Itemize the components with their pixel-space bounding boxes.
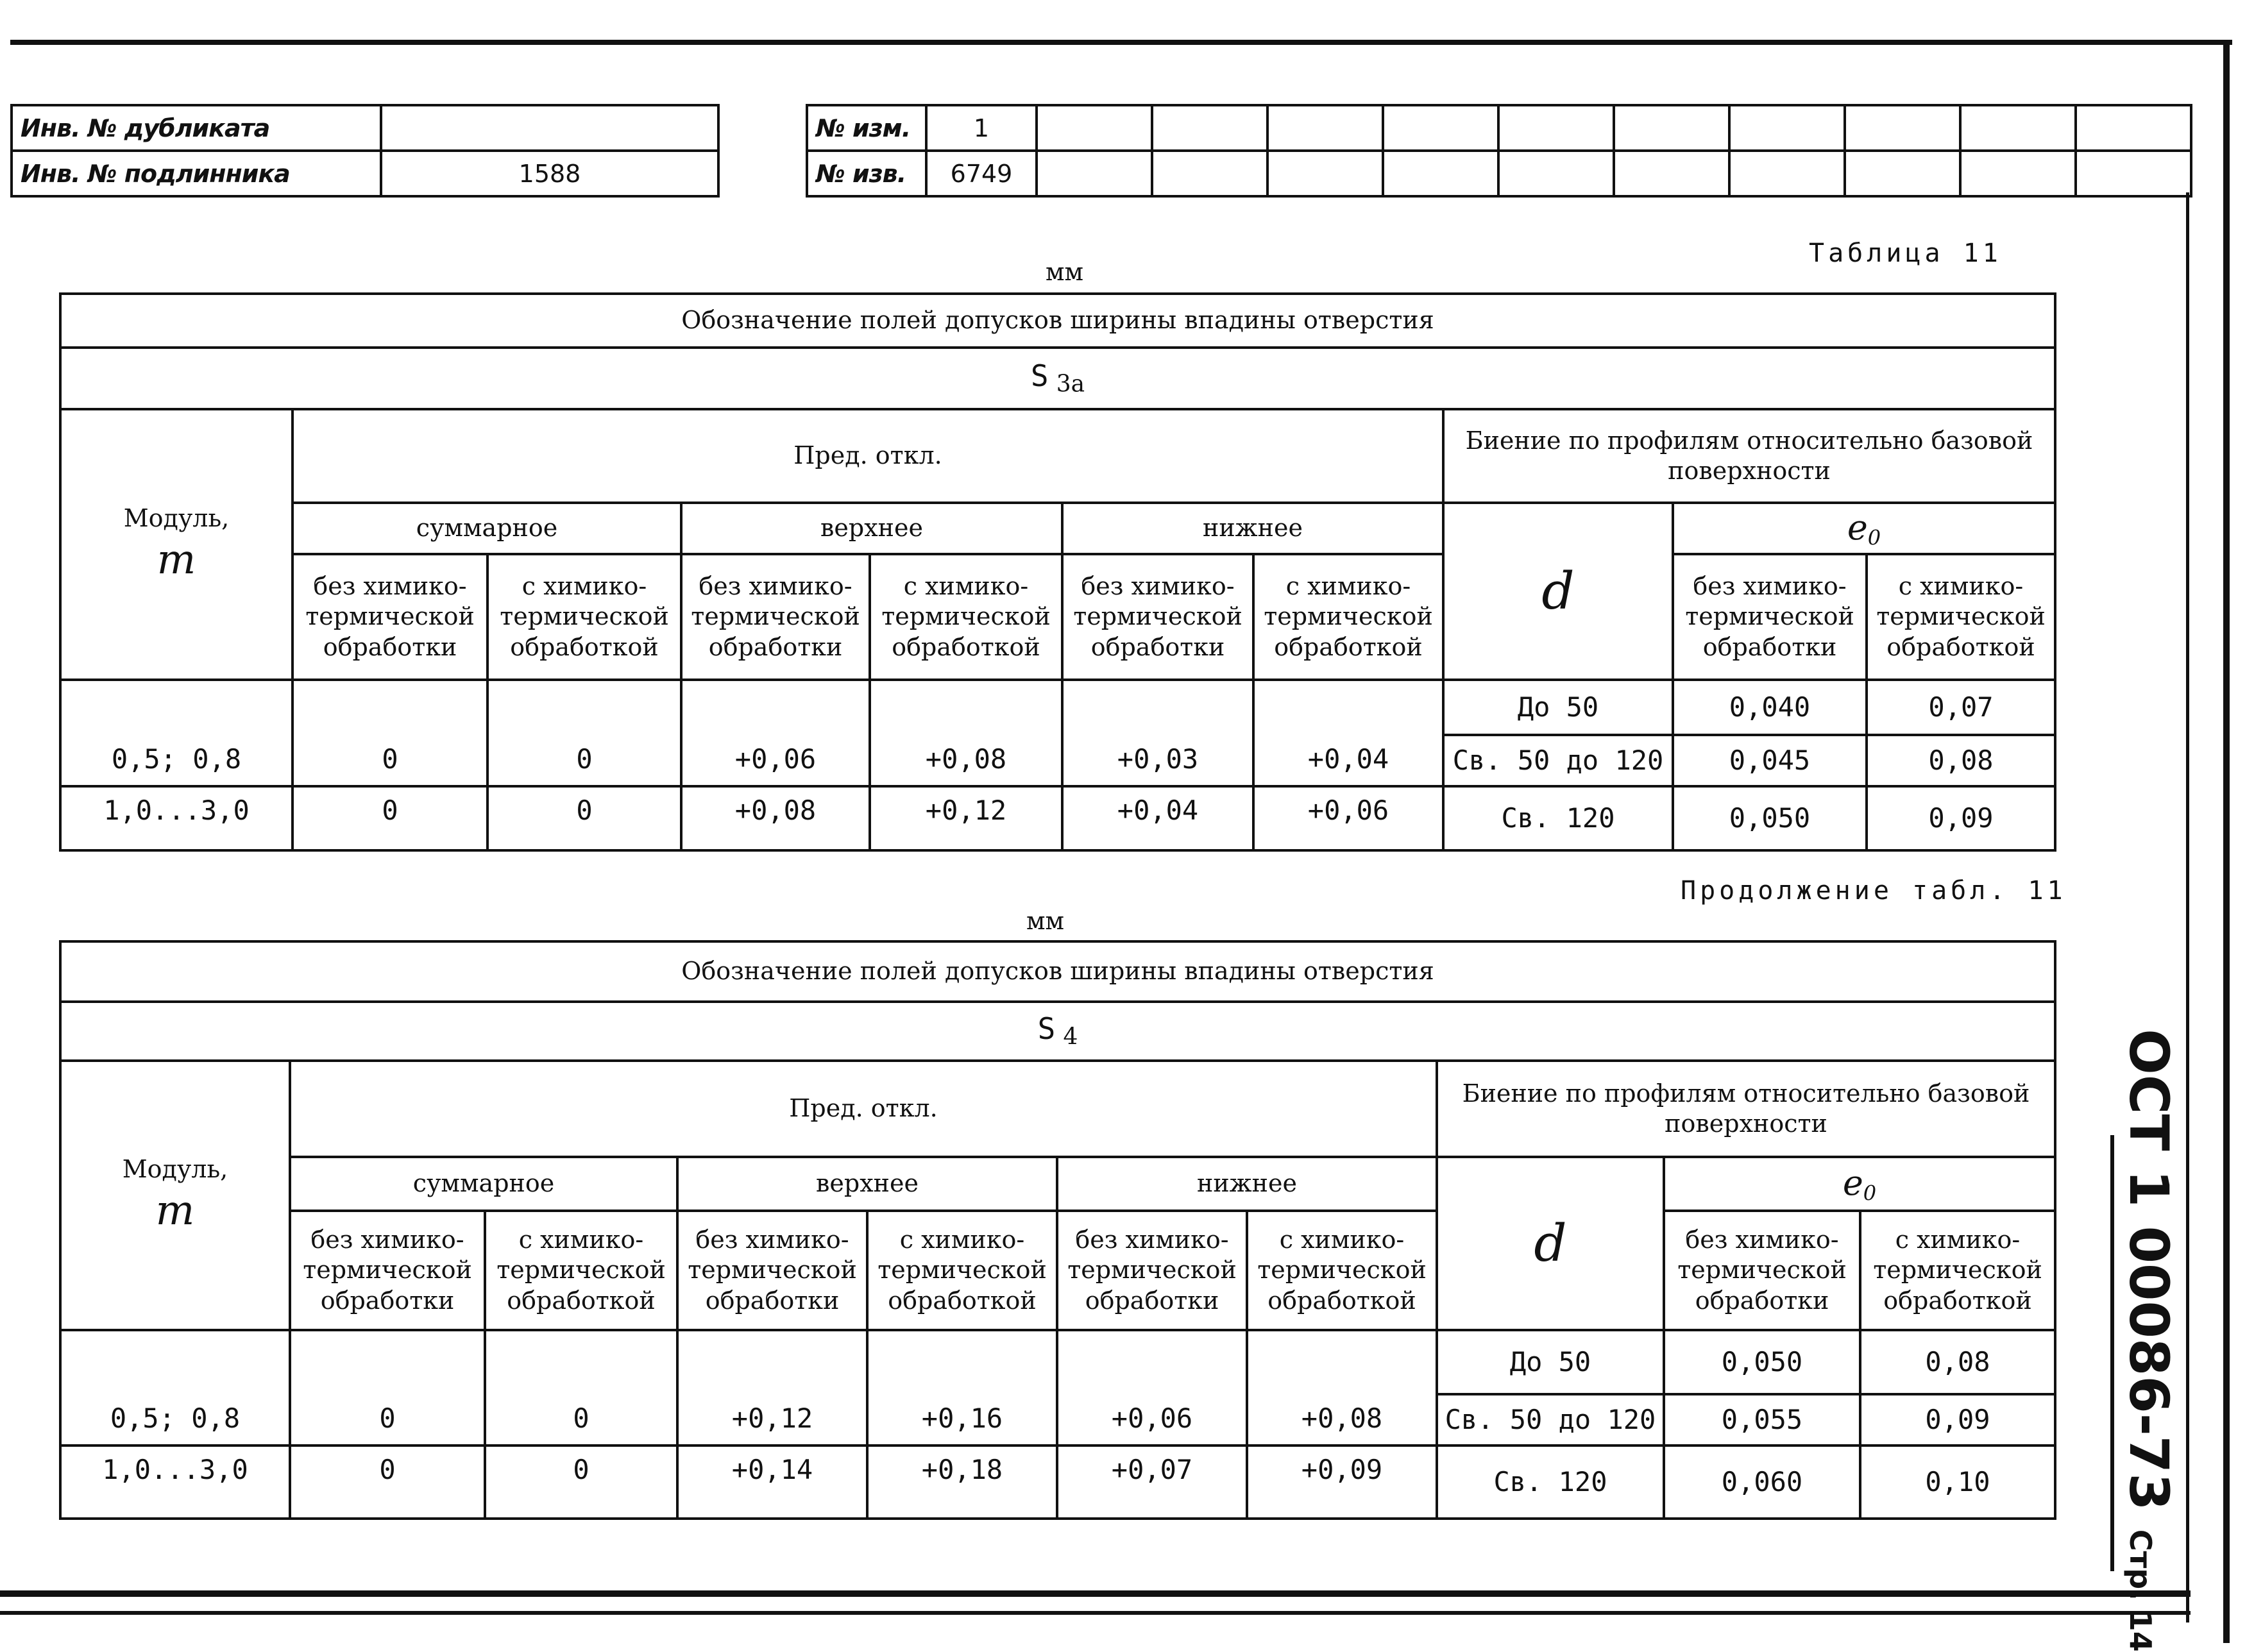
module-symbol: m [155, 1186, 195, 1235]
table1 [59, 292, 2056, 852]
change-cell [1614, 151, 1729, 196]
table1-total-header: суммарное [292, 503, 681, 554]
table2-lower-header: нижнее [1057, 1157, 1437, 1211]
frame-bottom-line-2 [0, 1611, 2191, 1615]
table1-runout-e2: 0,08 [1867, 735, 2055, 786]
table2-row1-cell: +0,12 [677, 1330, 867, 1446]
change-cell [1498, 105, 1614, 151]
col-without-treatment: без химико-термической обработки [681, 554, 870, 680]
table1-row2-cell: +0,04 [1062, 786, 1253, 850]
change-cell [1960, 105, 2076, 151]
table2 [59, 940, 2056, 1520]
change-cell [1037, 105, 1152, 151]
table1-row2-cell: 0 [292, 786, 487, 850]
change-cell [1267, 105, 1383, 151]
standard-number: ОСТ 1 00086-73 [2117, 1029, 2180, 1511]
table2-runout-header: Биение по профилям относительно базовой поверхности [1437, 1061, 2055, 1157]
table1-module-header [60, 409, 292, 680]
table2-row2-cell: +0,07 [1057, 1446, 1247, 1519]
table1-e0-header [1673, 503, 2055, 554]
table1-runout-e1: 0,045 [1673, 735, 1867, 786]
table1-runout-d: Св. 50 до 120 [1443, 735, 1673, 786]
field-symbol-sub: 3a [1056, 371, 1085, 398]
table2-runout-e1: 0,050 [1664, 1330, 1860, 1394]
col-with-treatment: с химико-термической обработкой [487, 554, 681, 680]
table2-module-header [60, 1061, 290, 1330]
e0-sub: 0 [1867, 525, 1881, 550]
izm-label: № изм. [807, 105, 926, 151]
table2-upper-header: верхнее [677, 1157, 1057, 1211]
table2-runout-e1: 0,060 [1664, 1446, 1860, 1519]
change-cell [1729, 151, 1845, 196]
table2-runout-d: До 50 [1437, 1330, 1664, 1394]
col-without-treatment: без химико-термической обработки [1062, 554, 1253, 680]
inv-original-value: 1588 [381, 151, 718, 196]
change-cell [1383, 151, 1498, 196]
frame-right-line [2223, 40, 2230, 1643]
table1-lower-header: нижнее [1062, 503, 1443, 554]
col-with-treatment: с химико-термической обработкой [485, 1211, 677, 1330]
table2-row1-cell: +0,16 [867, 1330, 1057, 1446]
col-with-treatment: с химико-термической обработкой [870, 554, 1062, 680]
izv-value: 6749 [926, 151, 1037, 196]
table2-row1-module: 0,5; 0,8 [60, 1330, 290, 1446]
field-symbol-letter: S [1030, 358, 1049, 394]
table2-row2-cell: 0 [290, 1446, 485, 1519]
table1-runout-d: Св. 120 [1443, 786, 1673, 850]
standard-underline [2110, 1135, 2114, 1571]
table1-upper-header: верхнее [681, 503, 1062, 554]
e0-symbol: e [1847, 507, 1868, 548]
table1-runout-header: Биение по профилям относительно базовой поверхности [1443, 409, 2055, 503]
table2-runout-e2: 0,09 [1860, 1394, 2055, 1446]
izm-value: 1 [926, 105, 1037, 151]
table2-row2-cell: +0,14 [677, 1446, 867, 1519]
table1-row2-cell: 0 [487, 786, 681, 850]
table2-row1-cell: 0 [485, 1330, 677, 1446]
change-cell [1498, 151, 1614, 196]
table1-units: мм [1046, 258, 1084, 286]
table2-runout-d: Св. 120 [1437, 1446, 1664, 1519]
table1-row2-cell: +0,12 [870, 786, 1062, 850]
table1-row1-cell: +0,08 [870, 680, 1062, 786]
change-cell [1152, 151, 1267, 196]
change-log-table [806, 104, 2192, 198]
table2-row1-cell: +0,08 [1247, 1330, 1437, 1446]
col-without-treatment: без химико-термической обработки [1664, 1211, 1860, 1330]
col-with-treatment: с химико-термической обработкой [1253, 554, 1443, 680]
col-without-treatment: без химико-термической обработки [292, 554, 487, 680]
izv-label: № изв. [807, 151, 926, 196]
table1-runout-e1: 0,040 [1673, 680, 1867, 735]
table1-row1-cell: 0 [487, 680, 681, 786]
change-cell [1383, 105, 1498, 151]
table1-row1-cell: +0,04 [1253, 680, 1443, 786]
table2-field-symbol [60, 1002, 2055, 1061]
module-label: Модуль, [123, 504, 230, 533]
table2-runout-e2: 0,08 [1860, 1330, 2055, 1394]
table2-row2-cell: 0 [485, 1446, 677, 1519]
col-without-treatment: без химико-термической обработки [677, 1211, 867, 1330]
change-cell [1614, 105, 1729, 151]
table1-runout-e2: 0,07 [1867, 680, 2055, 735]
module-symbol: m [157, 535, 196, 584]
e0-sub: 0 [1863, 1181, 1877, 1206]
table1-title: Обозначение полей допусков ширины впадины отверстия [60, 294, 2055, 348]
table2-title: Обозначение полей допусков ширины впадины отверстия [60, 941, 2055, 1002]
col-without-treatment: без химико-термической обработки [1057, 1211, 1247, 1330]
frame-bottom-line [0, 1590, 2191, 1597]
table1-row1-cell: 0 [292, 680, 487, 786]
inv-original-label: Инв. № подлинника [12, 151, 381, 196]
table2-runout-d: Св. 50 до 120 [1437, 1394, 1664, 1446]
col-with-treatment: с химико-термической обработкой [1867, 554, 2055, 680]
field-symbol-sub: 4 [1063, 1024, 1078, 1050]
change-cell [2076, 105, 2191, 151]
change-cell [1152, 105, 1267, 151]
table2-row1-cell: 0 [290, 1330, 485, 1446]
table1-pred-header: Пред. откл. [292, 409, 1443, 503]
field-symbol-letter: S [1037, 1011, 1056, 1047]
table2-row2-module: 1,0...3,0 [60, 1446, 290, 1519]
table1-runout-e1: 0,050 [1673, 786, 1867, 850]
table1-field-symbol [60, 348, 2055, 409]
table2-runout-e2: 0,10 [1860, 1446, 2055, 1519]
inv-duplicate-value [381, 105, 718, 151]
table1-row1-cell: +0,06 [681, 680, 870, 786]
table2-e0-header [1664, 1157, 2055, 1211]
table1-d-header: d [1443, 503, 1673, 680]
table1-row2-cell: +0,06 [1253, 786, 1443, 850]
page-number: Стр. 14 [2123, 1529, 2158, 1652]
table2-row2-cell: +0,09 [1247, 1446, 1437, 1519]
change-cell [1267, 151, 1383, 196]
table2-units: мм [1026, 907, 1065, 935]
change-cell [2076, 151, 2191, 196]
table1-row1-module: 0,5; 0,8 [60, 680, 292, 786]
col-with-treatment: с химико-термической обработкой [867, 1211, 1057, 1330]
col-without-treatment: без химико-термической обработки [1673, 554, 1867, 680]
change-cell [1845, 105, 1960, 151]
table1-row2-module: 1,0...3,0 [60, 786, 292, 850]
frame-top-line [10, 40, 2232, 45]
change-cell [1845, 151, 1960, 196]
frame-inner-right-line [2186, 192, 2189, 1622]
e0-symbol: e [1842, 1163, 1863, 1204]
table1-caption: Таблица 11 [1809, 239, 2002, 268]
table2-row1-cell: +0,06 [1057, 1330, 1247, 1446]
change-cell [1037, 151, 1152, 196]
table2-total-header: суммарное [290, 1157, 677, 1211]
inv-duplicate-label: Инв. № дубликата [12, 105, 381, 151]
col-with-treatment: с химико-термической обработкой [1860, 1211, 2055, 1330]
table1-row1-cell: +0,03 [1062, 680, 1253, 786]
table2-caption: Продолжение табл. 11 [1681, 876, 2067, 906]
col-without-treatment: без химико-термической обработки [290, 1211, 485, 1330]
col-with-treatment: с химико-термической обработкой [1247, 1211, 1437, 1330]
table2-pred-header: Пред. откл. [290, 1061, 1437, 1157]
table1-runout-e2: 0,09 [1867, 786, 2055, 850]
inventory-table [10, 104, 720, 198]
change-cell [1729, 105, 1845, 151]
table2-d-header: d [1437, 1157, 1664, 1330]
standard-text-block [2117, 1029, 2180, 1651]
change-cell [1960, 151, 2076, 196]
table2-row2-cell: +0,18 [867, 1446, 1057, 1519]
table1-runout-d: До 50 [1443, 680, 1673, 735]
table1-row2-cell: +0,08 [681, 786, 870, 850]
table2-runout-e1: 0,055 [1664, 1394, 1860, 1446]
module-label: Модуль, [122, 1155, 228, 1184]
standard-designation [2117, 1029, 2181, 1652]
